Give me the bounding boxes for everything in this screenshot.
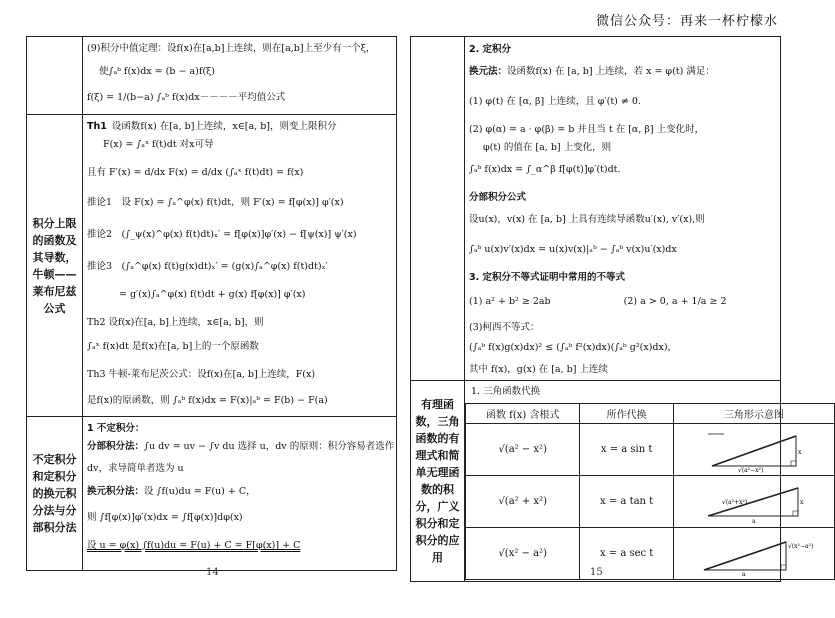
r3-side-label: √(x²−a²) bbox=[787, 542, 814, 550]
page-left bbox=[0, 0, 400, 618]
page-number-right: 15 bbox=[590, 567, 603, 578]
th3-line1: Th3 牛顿-莱布尼茨公式：设f(x)在[a, b]上连续，F(x) bbox=[87, 369, 316, 380]
corollary-3-cont: = g′(x)∫ₐ^φ(x) f(t)dt + g(x) f[φ(x)] φ′(x) bbox=[119, 289, 306, 300]
definite-title: 2. 定积分 bbox=[469, 44, 512, 55]
radical-3: √(x² − a²) bbox=[466, 528, 580, 580]
corollary-3: 推论3 (∫ₐ^φ(x) f(t)g(x)dt)ₓ′ = (g(x)∫ₐ^φ(x) f(t)dt)ₓ′ bbox=[87, 261, 328, 272]
left-table bbox=[26, 36, 397, 571]
cauchy-note: 其中 f(x)，g(x) 在 [a, b] 上连续 bbox=[469, 364, 608, 375]
r2-hyp-label: √(a²+x²) bbox=[721, 498, 748, 506]
th3-line2: 是f(x)的原函数，则 ∫ₐᵇ f(x)dx = F(x)|ₐᵇ = F(b) − F(a) bbox=[87, 395, 328, 406]
substitution-head-right: 换元法： bbox=[469, 66, 508, 77]
substitution-result: ∫ₐᵇ f(x)dx = ∫_α^β f[φ(t)]φ′(t)dt. bbox=[469, 164, 621, 175]
condition-1: (1) φ(t) 在 [α, β] 上连续，且 φ′(t) ≠ 0. bbox=[469, 96, 641, 107]
parts-formula: ∫u dv = uv − ∫v du 选择 u，dv 的原则：积分容易者选作 bbox=[144, 441, 395, 452]
left-sec3-label: 不定积分和定积分的换元积分法与分部积分法 bbox=[27, 417, 83, 571]
right-sec1-label bbox=[411, 37, 465, 381]
triangle-cell-1 bbox=[673, 424, 834, 476]
parts-formula-right: ∫ₐᵇ u(x)v′(x)dx = u(x)v(x)|ₐᵇ − ∫ₐᵇ v(x)u′(x)dx bbox=[469, 244, 677, 255]
substitution-intro: 设函数f(x) 在 [a, b] 上连续，若 x = φ(t) 满足： bbox=[507, 66, 715, 77]
trig-sub-title: 1. 三角函数代换 bbox=[471, 386, 541, 397]
inequality-2: (2) a > 0, a + 1/a ≥ 2 bbox=[623, 296, 727, 307]
indefinite-title: 1 不定积分： bbox=[87, 423, 145, 434]
left-sec2-content bbox=[83, 115, 397, 417]
right-sec2-content bbox=[465, 381, 814, 582]
right-sec2-label: 有理函数，三角函数的有理式和简单无理函数的积分，广义积分和定积分的应用 bbox=[411, 381, 465, 582]
th2-line1: Th2 设f(x)在[a, b]上连续，x∈[a, b]，则 bbox=[87, 317, 264, 328]
th1-intro: 设函数f(x) 在[a, b]上连续，x∈[a, b]，则变上限积分 bbox=[111, 121, 337, 132]
triangle-figure-1 bbox=[694, 428, 814, 472]
substitution-2: x = a tan t bbox=[580, 476, 673, 528]
inequality-head: 3. 定积分不等式证明中常用的不等式 bbox=[469, 272, 626, 283]
triangle-cell-2 bbox=[673, 476, 834, 528]
th1-title: Th1 bbox=[87, 121, 107, 132]
table-row bbox=[466, 424, 835, 476]
triangle-figure-3 bbox=[694, 532, 814, 576]
triangle-cell-3 bbox=[673, 528, 834, 580]
r2-side-label: x bbox=[799, 498, 804, 506]
th2-line2: ∫ₐˣ f(x)dt 是f(x)在[a, b]上的一个原函数 bbox=[87, 341, 259, 352]
parts-head-right: 分部积分公式 bbox=[469, 192, 527, 203]
inequality-1: (1) a² + b² ≥ 2ab bbox=[469, 296, 551, 307]
parts-cont: dv，求导简单者选为 u bbox=[87, 463, 184, 474]
col-header-triangle: 三角形示意图 bbox=[673, 404, 834, 424]
mean-value-theorem: (9)积分中值定理：设f(x)在[a,b]上连续，则在[a,b]上至少有一个ξ， bbox=[87, 43, 376, 54]
triangle-figure-2 bbox=[694, 480, 814, 524]
substitution-formula: 设 ∫f(u)du = F(u) + C， bbox=[144, 486, 256, 497]
page-right bbox=[400, 0, 814, 618]
th1-derivative: 且有 F′(x) = d/dx F(x) = d/dx (∫ₐˣ f(t)dt) = f(x) bbox=[87, 167, 304, 178]
average-value-formula: f(ξ) = 1/(b−a) ∫ₐᵇ f(x)dx－－－－平均值公式 bbox=[87, 92, 286, 103]
radical-2: √(a² + x²) bbox=[466, 476, 580, 528]
th1-formula: F(x) = ∫ₐˣ f(t)dt 对x可导 bbox=[103, 139, 214, 150]
corollary-1: 推论1 设 F(x) = ∫ₐ^φ(x) f(t)dt，则 F′(x) = f[φ(x)] φ′(x) bbox=[87, 197, 344, 208]
left-sec2-label: 积分上限的函数及其导数，牛顿——莱布尼兹公式 bbox=[27, 115, 83, 417]
mean-value-formula: 使∫ₐᵇ f(x)dx = (b − a)f(ξ) bbox=[99, 66, 215, 77]
table-row bbox=[466, 476, 835, 528]
substitution-head: 换元积分法： bbox=[87, 486, 145, 497]
condition-2-cont: φ(t) 的值在 [a, b] 上变化，则 bbox=[483, 142, 612, 153]
col-header-substitution: 所作代换 bbox=[580, 404, 673, 424]
substitution-then: 则 ∫f[φ(x)]φ′(x)dx = ∫f[φ(x)]dφ(x) bbox=[87, 512, 243, 523]
r3-base-label: a bbox=[741, 570, 746, 578]
corollary-2: 推论2 (∫_ψ(x)^φ(x) f(t)dt)ₓ′ = f[φ(x)]φ′(x) − f[ψ(x)] ψ′(x) bbox=[87, 229, 357, 240]
table-row bbox=[466, 528, 835, 580]
left-sec3-content bbox=[83, 417, 397, 571]
substitution-3: x = a sec t bbox=[580, 528, 673, 580]
header-text: 微信公众号：再来一杯柠檬水 bbox=[595, 14, 778, 29]
parts-intro: 设u(x)，v(x) 在 [a, b] 上具有连续导函数u′(x), v′(x),则 bbox=[469, 214, 705, 225]
r2-base-label: a bbox=[751, 517, 756, 525]
col-header-radical: 函数 f(x) 含根式 bbox=[466, 404, 580, 424]
inequality-3: (3)柯西不等式： bbox=[469, 322, 540, 333]
right-table bbox=[410, 36, 814, 582]
left-sec1-content bbox=[83, 37, 397, 115]
r1-base-label: √(a²−x²) bbox=[737, 466, 764, 474]
radical-1: √(a² − x²) bbox=[466, 424, 580, 476]
substitution-final: 设 u = φ(x) ∫f(u)du = F(u) + C = F[φ(x)] + C bbox=[87, 540, 301, 551]
parts-head: 分部积分法： bbox=[87, 441, 145, 452]
left-sec1-label bbox=[27, 37, 83, 115]
right-sec1-content bbox=[465, 37, 781, 381]
substitution-1: x = a sin t bbox=[580, 424, 673, 476]
r1-side-label: x bbox=[797, 448, 802, 456]
condition-2: (2) φ(α) = a · φ(β) = b 并且当 t 在 [α, β] 上变化时， bbox=[469, 124, 705, 135]
cauchy-formula: (∫ₐᵇ f(x)g(x)dx)² ≤ (∫ₐᵇ f²(x)dx)(∫ₐᵇ g²(x)dx)， bbox=[469, 342, 678, 353]
page-number-left: 14 bbox=[206, 567, 219, 578]
trig-sub-table bbox=[465, 403, 835, 580]
